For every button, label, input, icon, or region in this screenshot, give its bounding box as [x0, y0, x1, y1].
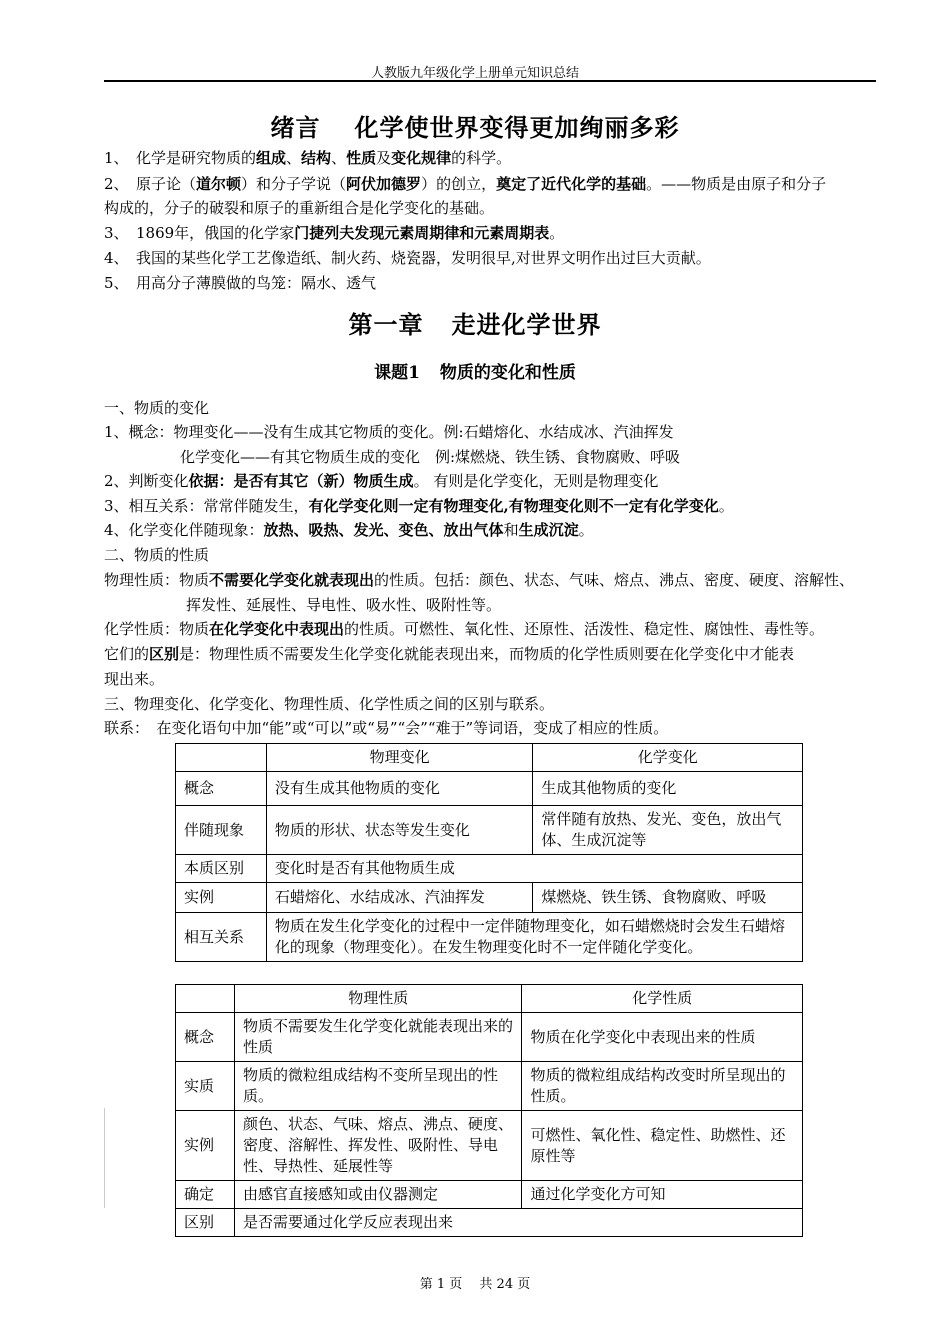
intro-item-4: [104, 246, 879, 270]
section-heading-2: 二、物质的性质: [104, 546, 210, 564]
text: 4、化学变化伴随现象：: [104, 521, 264, 539]
table-row: [176, 1209, 803, 1237]
table-header: 物理性质: [234, 985, 522, 1013]
intro-title-b: 化学使世界变得更加绚丽多彩: [354, 113, 680, 142]
table-cell: 区别: [176, 1209, 235, 1237]
table-row: [176, 1013, 803, 1062]
text: 、: [286, 149, 302, 167]
bold-text: 阿伏加德罗: [346, 175, 422, 193]
text: 。: [578, 521, 594, 539]
chapter-title-a: 第一章: [348, 310, 424, 339]
table-cell: 变化时是否有其他物质生成: [266, 855, 802, 883]
table-cell: 本质区别: [176, 855, 267, 883]
bold-text: 依据：是否有其它（新）物质生成: [188, 472, 414, 490]
difference-cont: 现出来。: [104, 670, 165, 688]
bold-text: 道尔顿: [196, 175, 242, 193]
item-number: 4、: [104, 249, 129, 267]
relation-line: [104, 494, 879, 518]
table-row: [176, 985, 803, 1013]
text: 。——物质是由原子和分子: [646, 175, 827, 193]
intro-item-5: [104, 271, 879, 295]
physical-property-cont: 挥发性、延展性、导电性、吸水性、吸附性等。: [186, 596, 502, 614]
table-cell: 相互关系: [176, 913, 267, 962]
text: 。: [549, 224, 565, 242]
table-cell: 实质: [176, 1062, 235, 1111]
text: 化学是研究物质的: [136, 149, 257, 167]
concept-line-chem: 化学变化——有其它物质生成的变化 例:煤燃烧、铁生锈、食物腐败、呼吸: [180, 448, 681, 466]
text: 化学性质：物质: [104, 620, 210, 638]
intro-item-1: [104, 146, 879, 170]
bold-text: 不需要化学变化就表现出: [209, 571, 375, 589]
property-comparison-table: [175, 984, 803, 1237]
table-row: [176, 1062, 803, 1111]
table-cell: 实例: [176, 1111, 235, 1181]
text: 我国的某些化学工艺像造纸、制火药、烧瓷器，发明很早,对世界文明作出过巨大贡献。: [136, 249, 711, 267]
table-cell: 生成其他物质的变化: [533, 772, 803, 806]
text: 、: [331, 149, 347, 167]
text: 用高分子薄膜做的鸟笼：隔水、透气: [136, 274, 377, 292]
section-heading-3: 三、物理变化、化学变化、物理性质、化学性质之间的区别与联系。: [104, 695, 555, 713]
bold-text: 变化规律: [391, 149, 452, 167]
intro-item-3: [104, 221, 879, 245]
table-cell: 物质在发生化学变化的过程中一定伴随物理变化，如石蜡燃烧时会发生石蜡熔化的现象（物理变化）。在发生物理变化时不一定伴随化学变化。: [266, 913, 802, 962]
text: ）和分子学说（: [241, 175, 347, 193]
text: 。: [718, 497, 734, 515]
concept-line: 1、概念：物理变化——没有生成其它物质的变化。例:石蜡熔化、水结成冰、汽油挥发: [104, 423, 674, 441]
margin-rule: [104, 1108, 105, 1208]
table-cell: 概念: [176, 772, 267, 806]
chemical-property-line: [104, 617, 879, 641]
text: 1869年，俄国的化学家: [136, 224, 295, 242]
header-rule: [104, 80, 876, 82]
table-cell: 颜色、状态、气味、熔点、沸点、硬度、密度、溶解性、挥发性、吸附性、导电性、导热性、延展性等: [234, 1111, 522, 1181]
difference-line: [104, 642, 879, 666]
table-cell: 煤燃烧、铁生锈、食物腐败、呼吸: [533, 883, 803, 913]
table-row: [176, 772, 803, 806]
table-row: [176, 913, 803, 962]
bold-text: 奠定了近代化学的基础: [496, 175, 647, 193]
item-number: 1、: [104, 149, 129, 167]
chapter-title-b: 走进化学世界: [451, 310, 602, 339]
intro-item-2-cont: 构成的，分子的破裂和原子的重新组合是化学变化的基础。: [104, 199, 495, 217]
phenomena-line: [104, 518, 879, 542]
intro-title: [0, 108, 950, 143]
intro-title-a: 绪言: [270, 113, 321, 142]
table-cell: 石蜡熔化、水结成冰、汽油挥发: [266, 883, 533, 913]
table-cell: 物质在化学变化中表现出来的性质: [522, 1013, 803, 1062]
table-cell: 物质不需要发生化学变化就能表现出来的性质: [234, 1013, 522, 1062]
chapter-title: [0, 305, 950, 340]
table-cell: 物质的形状、状态等发生变化: [266, 806, 533, 855]
lesson-title-a: 课题1: [374, 363, 420, 383]
lesson-title: [0, 358, 950, 383]
page-header: 人教版九年级化学上册单元知识总结: [370, 66, 579, 81]
intro-item-2: [104, 172, 879, 196]
table-cell: 物质的微粒组成结构改变时所呈现出的性质。: [522, 1062, 803, 1111]
table-cell: 通过化学变化方可知: [522, 1181, 803, 1209]
text: 物理性质：物质: [104, 571, 210, 589]
item-number: 2、: [104, 175, 129, 193]
physical-property-line: [104, 568, 879, 592]
bold-text: 性质: [346, 149, 377, 167]
table-cell: 没有生成其他物质的变化: [266, 772, 533, 806]
table-cell: 由感官直接感知或由仪器测定: [234, 1181, 522, 1209]
text: 3、相互关系：常常伴随发生，: [104, 497, 309, 515]
text: 2、判断变化: [104, 472, 189, 490]
text: 的性质。包括：颜色、状态、气味、熔点、沸点、密度、硬度、溶解性、: [374, 571, 855, 589]
text: 原子论（: [136, 175, 197, 193]
table-row: [176, 883, 803, 913]
item-number: 3、: [104, 224, 129, 242]
table-header: 化学性质: [522, 985, 803, 1013]
table-cell: 是否需要通过化学反应表现出来: [234, 1209, 802, 1237]
table-row: [176, 855, 803, 883]
table-header: 物理变化: [266, 744, 533, 772]
text: ）的创立，: [421, 175, 497, 193]
bold-text: 有化学变化则一定有物理变化,有物理变化则不一定有化学变化: [308, 497, 719, 515]
text: 是：物理性质不需要发生化学变化就能表现出来，而物质的化学性质则要在化学变化中才能表: [179, 645, 795, 663]
text: 的性质。可燃性、氧化性、还原性、活泼性、稳定性、腐蚀性、毒性等。: [344, 620, 825, 638]
bold-text: 组成: [256, 149, 287, 167]
bold-text: 在化学变化中表现出: [209, 620, 345, 638]
table-cell: [176, 744, 267, 772]
text: 它们的: [104, 645, 150, 663]
table-cell: 物质的微粒组成结构不变所呈现出的性质。: [234, 1062, 522, 1111]
table-cell: 可燃性、氧化性、稳定性、助燃性、还原性等: [522, 1111, 803, 1181]
lesson-title-b: 物质的变化和性质: [439, 363, 576, 383]
judgement-line: [104, 469, 879, 493]
table-header: 化学变化: [533, 744, 803, 772]
bold-text: 放热、吸热、发光、变色、放出气体: [263, 521, 504, 539]
section-heading-1: 一、物质的变化: [104, 399, 210, 417]
link-line: 联系： 在变化语句中加“能”或“可以”或“易”“会”“难于”等词语，变成了相应的性质。: [104, 719, 669, 737]
table-cell: 确定: [176, 1181, 235, 1209]
bold-text: 结构: [301, 149, 332, 167]
table-row: [176, 744, 803, 772]
table-cell: 常伴随有放热、发光、变色，放出气体、生成沉淀等: [533, 806, 803, 855]
table-row: [176, 1111, 803, 1181]
item-number: 5、: [104, 274, 129, 292]
table-cell: 伴随现象: [176, 806, 267, 855]
change-comparison-table: [175, 743, 803, 962]
table-cell: 概念: [176, 1013, 235, 1062]
text: 。 有则是化学变化，无则是物理变化: [413, 472, 659, 490]
bold-text: 门捷列夫发现元素周期律和元素周期表: [294, 224, 550, 242]
table-row: [176, 806, 803, 855]
table-row: [176, 1181, 803, 1209]
bold-text: 区别: [149, 645, 180, 663]
table-cell: [176, 985, 235, 1013]
page-footer: 第 1 页 共 24 页: [419, 1277, 531, 1292]
bold-text: 生成沉淀: [518, 521, 579, 539]
text: 和: [503, 521, 519, 539]
text: 的科学。: [451, 149, 512, 167]
text: 及: [376, 149, 392, 167]
table-cell: 实例: [176, 883, 267, 913]
